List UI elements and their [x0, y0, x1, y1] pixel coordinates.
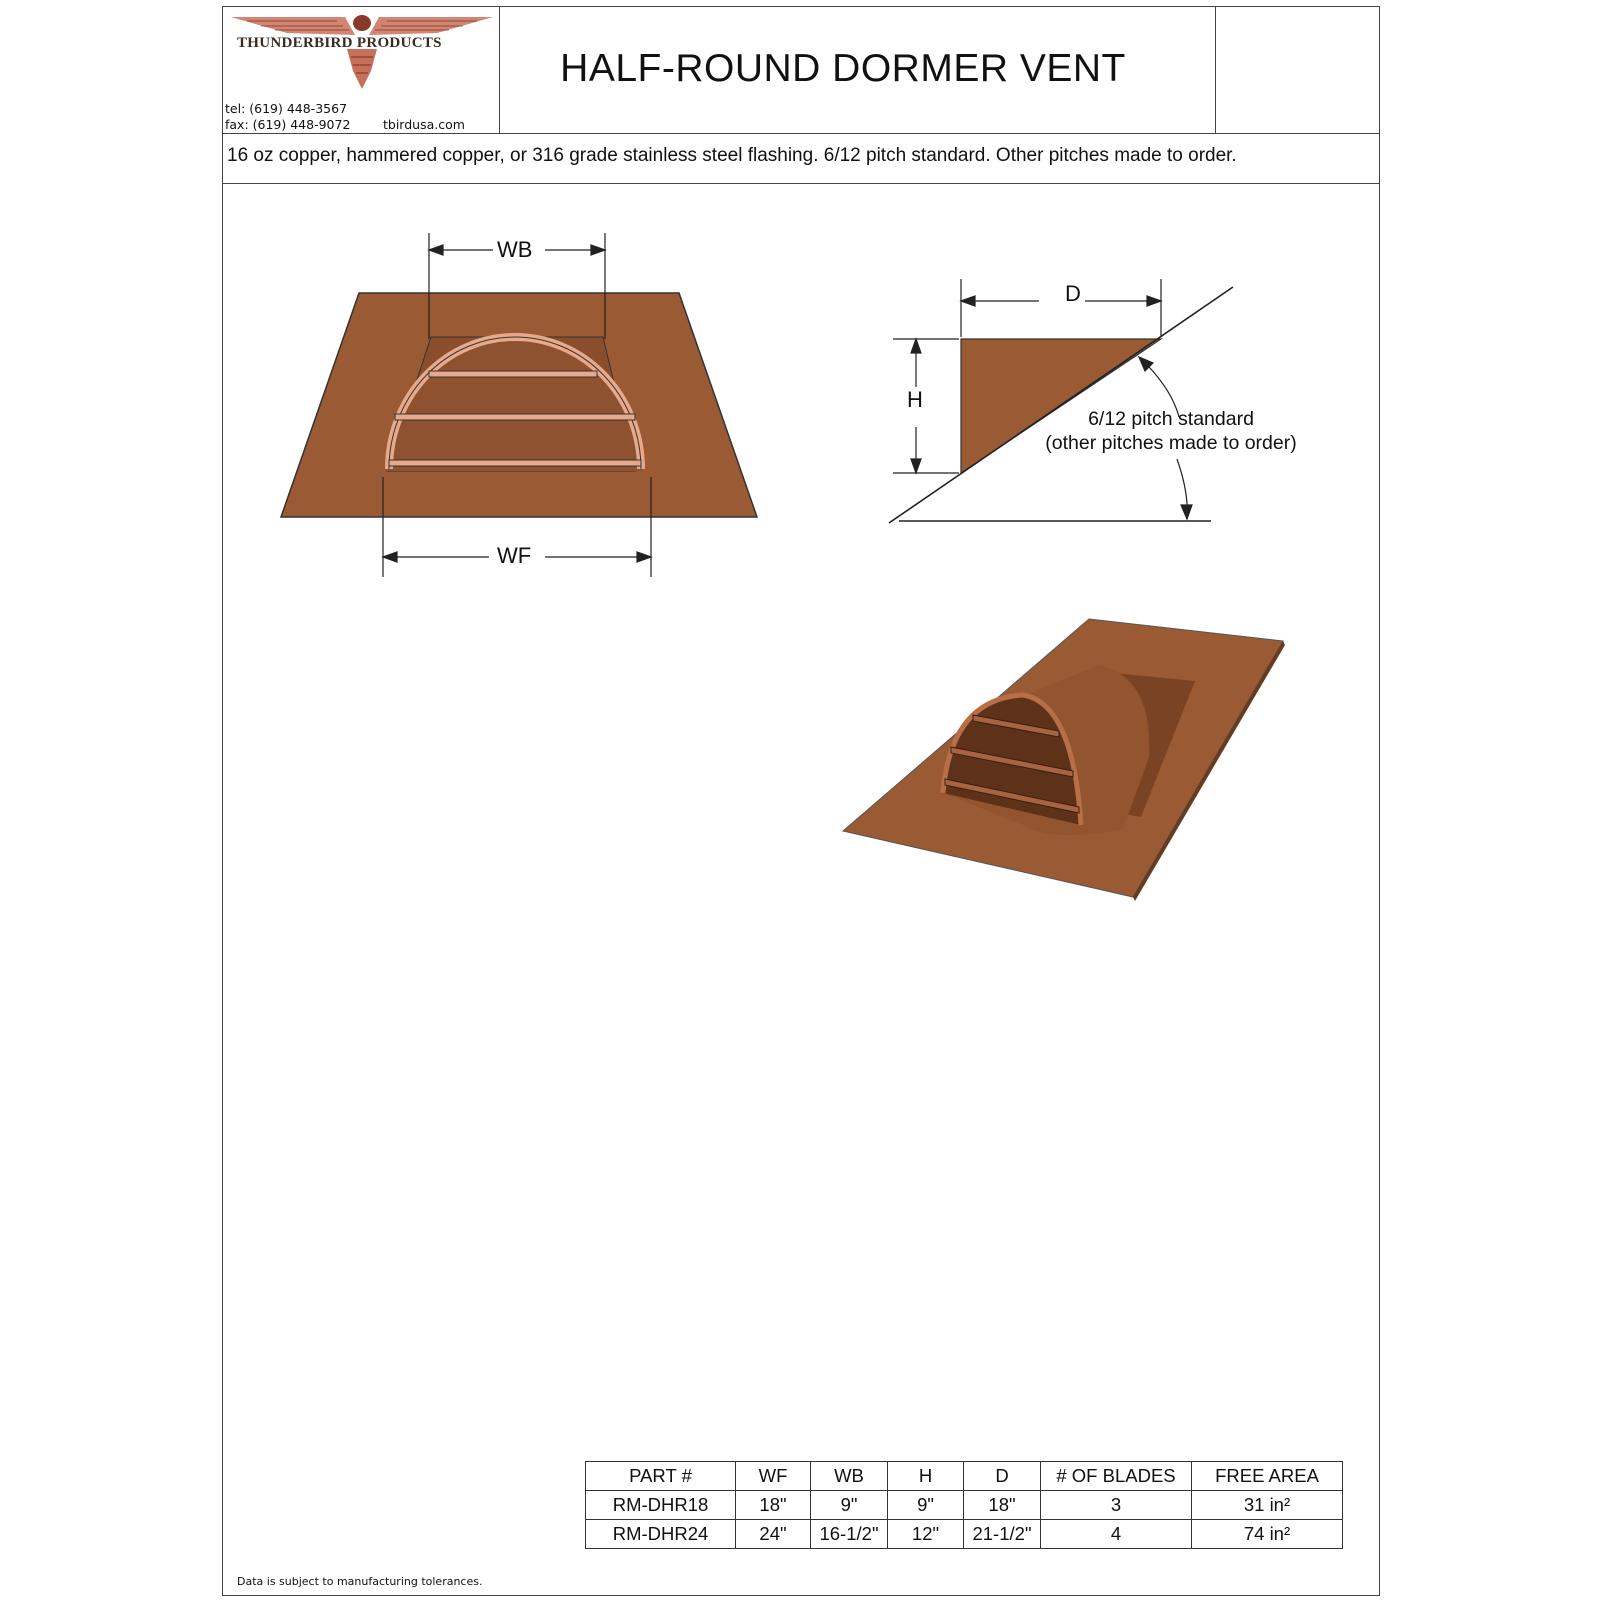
cell-h: 12" — [888, 1520, 964, 1549]
cell-d: 18" — [964, 1491, 1041, 1520]
h-label: H — [903, 387, 927, 413]
roof-line — [889, 287, 1233, 523]
material-description: 16 oz copper, hammered copper, or 316 grade stainless steel flashing. 6/12 pitch standard. Other pitches made to order. — [227, 145, 1237, 166]
header-divider-right — [1215, 7, 1216, 133]
cell-free-area: 31 in² — [1192, 1491, 1343, 1520]
cell-d: 21-1/2" — [964, 1520, 1041, 1549]
table-row — [586, 1491, 1343, 1520]
cell-h: 9" — [888, 1491, 964, 1520]
col-d: D — [964, 1462, 1041, 1491]
cell-wb: 9" — [811, 1491, 888, 1520]
table-row — [586, 1520, 1343, 1549]
cell-wb: 16-1/2" — [811, 1520, 888, 1549]
col-blades: # OF BLADES — [1041, 1462, 1192, 1491]
cell-part: RM-DHR24 — [586, 1520, 736, 1549]
tel-number: tel: (619) 448-3567 — [225, 101, 348, 116]
wf-label: WF — [493, 543, 535, 569]
tolerance-disclaimer: Data is subject to manufacturing tolerances. — [237, 1575, 483, 1588]
pitch-note — [1031, 407, 1311, 455]
wb-label: WB — [493, 237, 536, 263]
col-free-area: FREE AREA — [1192, 1462, 1343, 1491]
cell-wf: 18" — [736, 1491, 811, 1520]
col-h: H — [888, 1462, 964, 1491]
page-title: HALF-ROUND DORMER VENT — [560, 47, 1126, 90]
brand-name: THUNDERBIRD PRODUCTS — [237, 35, 442, 51]
table-header-row — [586, 1462, 1343, 1491]
cell-wf: 24" — [736, 1520, 811, 1549]
header-bottom-rule — [223, 133, 1379, 134]
fax-number: fax: (619) 448-9072 — [225, 117, 351, 132]
col-part: PART # — [586, 1462, 736, 1491]
logo-bird-head — [353, 15, 371, 31]
website-link[interactable]: tbirdusa.com — [383, 117, 465, 132]
cell-part: RM-DHR18 — [586, 1491, 736, 1520]
isometric-view-drawing — [823, 607, 1303, 927]
spec-table — [585, 1461, 1343, 1549]
cell-blades: 4 — [1041, 1520, 1192, 1549]
cell-blades: 3 — [1041, 1491, 1192, 1520]
logo-bird-body — [347, 49, 377, 89]
col-wf: WF — [736, 1462, 811, 1491]
pitch-note-line1: 6/12 pitch standard — [1088, 408, 1254, 430]
pitch-note-line2: (other pitches made to order) — [1045, 432, 1297, 454]
spec-sheet — [222, 6, 1380, 1596]
d-label: D — [1061, 281, 1085, 307]
col-wb: WB — [811, 1462, 888, 1491]
subtitle-bottom-rule — [223, 183, 1379, 184]
cell-free-area: 74 in² — [1192, 1520, 1343, 1549]
